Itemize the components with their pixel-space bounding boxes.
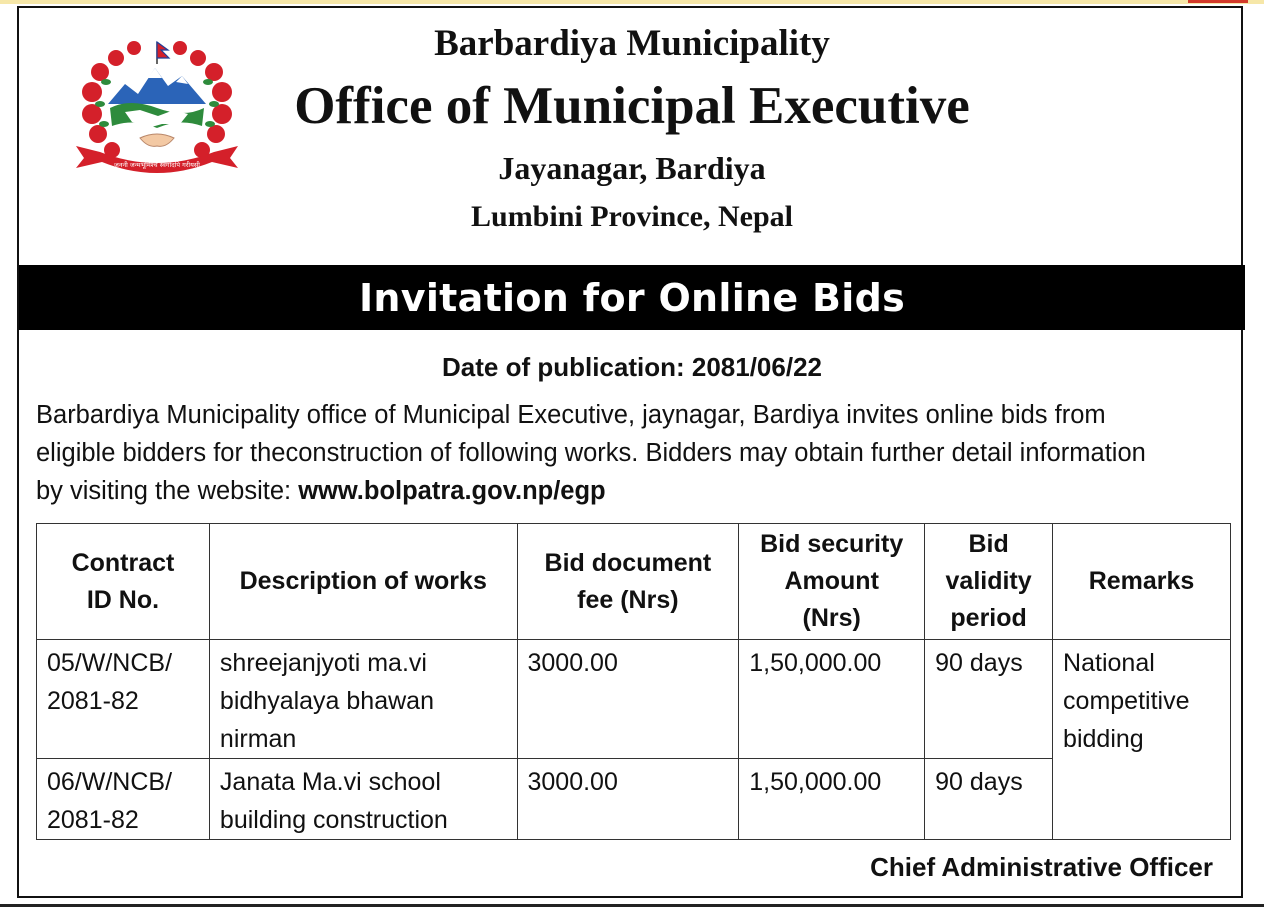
emblem-motto: जननी जन्मभूमिश्च स्वर्गादपि गरीयसी bbox=[114, 161, 200, 169]
top-edge-red-mark bbox=[1188, 0, 1248, 3]
cell-bid-security: 1,50,000.00 bbox=[739, 759, 925, 840]
cell-bid-security: 1,50,000.00 bbox=[739, 640, 925, 759]
office-name: Office of Municipal Executive bbox=[294, 77, 970, 135]
cell-bid-fee: 3000.00 bbox=[517, 759, 739, 840]
bottom-rule bbox=[0, 904, 1264, 907]
top-edge-strip bbox=[0, 0, 1264, 4]
notice-title: Invitation for Online Bids bbox=[358, 275, 906, 320]
notice-title-banner bbox=[19, 265, 1245, 330]
table-header-row bbox=[37, 524, 1231, 640]
cell-contract-id: 05/W/NCB/ 2081-82 bbox=[37, 640, 210, 759]
emblem-flag bbox=[157, 42, 169, 58]
cell-description: Janata Ma.vi school building construction bbox=[209, 759, 517, 840]
table-row bbox=[37, 759, 1231, 840]
municipality-name: Barbardiya Municipality bbox=[434, 23, 830, 64]
intro-paragraph bbox=[36, 396, 1230, 510]
header-bid-fee: Bid document fee (Nrs) bbox=[517, 524, 739, 640]
cell-contract-id: 06/W/NCB/ 2081-82 bbox=[37, 759, 210, 840]
intro-line: eligible bidders for theconstruction of following works. Bidders may obtain further detail information bbox=[36, 439, 1146, 467]
cell-remarks: National competitive bidding bbox=[1053, 640, 1231, 840]
office-location: Jayanagar, Bardiya bbox=[498, 150, 766, 186]
cell-bid-fee: 3000.00 bbox=[517, 640, 739, 759]
website-link[interactable]: www.bolpatra.gov.np/egp bbox=[298, 477, 606, 505]
cell-bid-validity: 90 days bbox=[925, 759, 1053, 840]
intro-website-prefix: by visiting the website: bbox=[36, 477, 299, 505]
header-bid-security: Bid security Amount (Nrs) bbox=[739, 524, 925, 640]
cell-description: shreejanjyoti ma.vi bidhyalaya bhawan nirman bbox=[209, 640, 517, 759]
cell-bid-validity: 90 days bbox=[925, 640, 1053, 759]
nepal-emblem-icon bbox=[70, 34, 245, 184]
table-row bbox=[37, 640, 1231, 759]
header-contract-id: Contract ID No. bbox=[37, 524, 210, 640]
intro-line: Barbardiya Municipality office of Municipal Executive, jaynagar, Bardiya invites online bids from bbox=[36, 401, 1106, 429]
header-description: Description of works bbox=[209, 524, 517, 640]
intro-line bbox=[36, 472, 1230, 510]
bids-table bbox=[36, 523, 1231, 840]
header-bid-validity: Bid validity period bbox=[925, 524, 1053, 640]
header-remarks: Remarks bbox=[1053, 524, 1231, 640]
office-province: Lumbini Province, Nepal bbox=[471, 200, 793, 233]
signatory-title: Chief Administrative Officer bbox=[870, 852, 1213, 882]
publication-date: Date of publication: 2081/06/22 bbox=[441, 352, 822, 382]
